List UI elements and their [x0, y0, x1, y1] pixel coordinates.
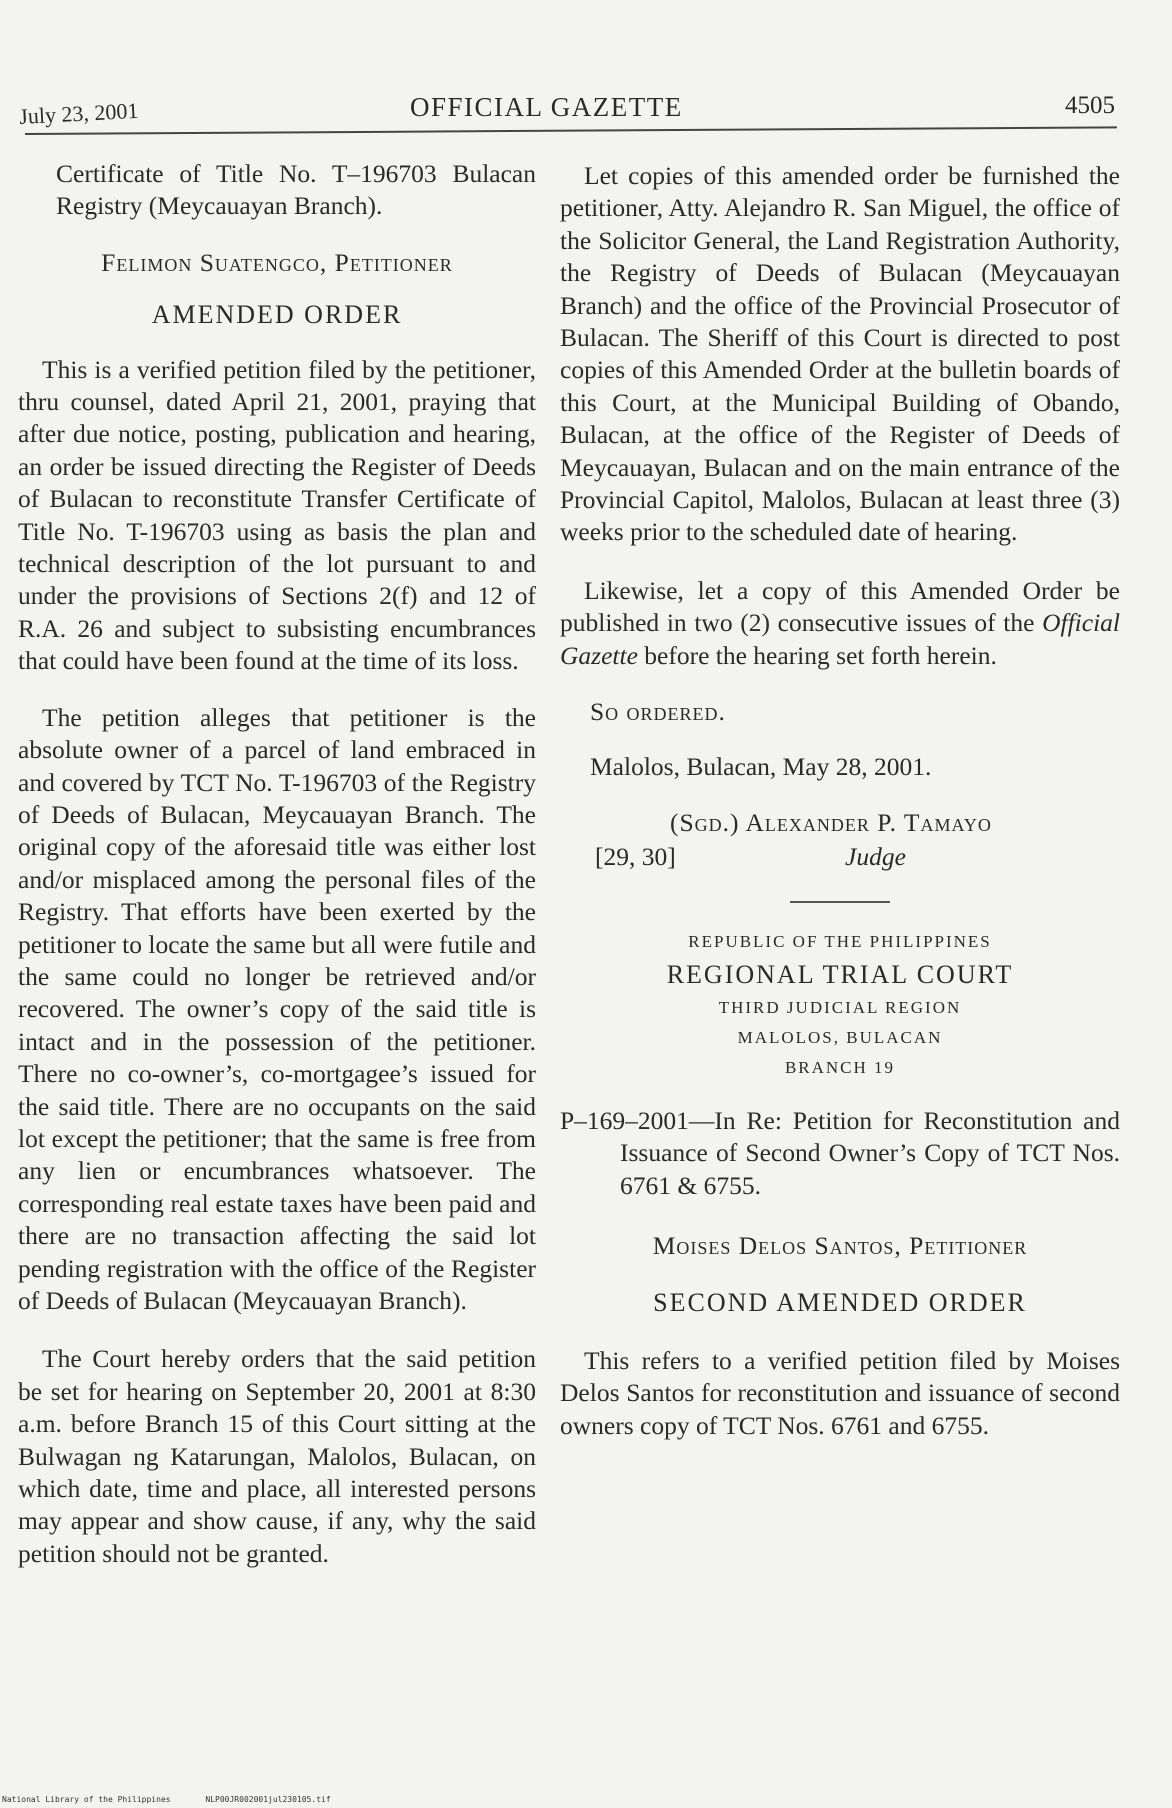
- right-column: [560, 160, 1120, 1442]
- case-caption: P–169–2001—In Re: Petition for Reconstitution and Issuance of Second Owner’s Copy of TCT Nos. 6761 & 6755.: [560, 1105, 1120, 1200]
- paragraph-4: Let copies of this amended order be furnished the petitioner, Atty. Alejandro R. San Miguel, the office of the Solicitor General, the Land Registration Authority, the Registry of Deeds of Bulacan (Meycauayan Branch) and the office of the Provincial Prosecutor of Bulacan. The Sheriff of this Court is directed to post copies of this Amended Order at the bulletin boards of this Court, at the Municipal Building of Obando, Bulacan, at the office of the Register of Deeds of Meycauayan, Bulacan and on the main entrance of the Provincial Capitol, Malolos, Bulacan at least three (3) weeks prior to the scheduled date of hearing.: [560, 161, 1120, 547]
- paragraph-1: This is a verified petition filed by the petitioner, thru counsel, dated April 21, 2001, praying that after due notice, posting, publication and hearing, an order be issued directing the Register of Deeds of Bulacan to reconstitute Transfer Certificate of Title No. T-196703 using as basis the plan and technical description of the lot pursuant to and under the provisions of Sections 2(f) and 12 of R.A. 26 and subject to subsisting encumbrances that could have been found at the time of its loss.: [18, 354, 536, 676]
- paragraph-3: The Court hereby orders that the said petition be set for hearing on September 20, 2001 at 8:30 a.m. before Branch 15 of this Court sitting at the Bulwagan ng Katarungan, Malolos, Bulacan, on which date, time and place, all interested persons may appear and show cause, if any, why the said petition should not be granted.: [18, 1344, 536, 1568]
- court-place: MALOLOS, BULACAN: [737, 1027, 943, 1047]
- paragraph-5-text-b: before the hearing set forth herein.: [637, 640, 997, 670]
- court-republic: REPUBLIC OF THE PHILIPPINES: [688, 931, 992, 951]
- paragraph-5: [560, 575, 1120, 672]
- library-credit: National Library of the Philippines: [2, 1795, 171, 1804]
- scan-footer: [2, 1795, 361, 1804]
- court-region: THIRD JUDICIAL REGION: [718, 997, 962, 1017]
- signature-block: [560, 807, 1120, 875]
- issue-date: July 23, 2001: [18, 97, 139, 130]
- scan-filename: NLP00JR002001jul230105.tif: [205, 1795, 331, 1804]
- judge-title: Judge: [845, 841, 906, 871]
- section-divider: [790, 901, 890, 903]
- paragraph-2: The petition alleges that petitioner is the absolute owner of a parcel of land embraced in and covered by TCT No. T-196703 of the Registry of Deeds of Bulacan, Meycauayan Branch. The original copy of the aforesaid title was either lost and/or misplaced among the personal files of the Registry. That efforts have been exerted by the petitioner to locate the same but all were futile and the same could no longer be retrieved and/or recovered. The owner’s copy of the said title is intact and in the possession of the petitioner. There no co-owner’s, co-mortgagee’s issued for the said title. There are no occupants on the said lot except the petitioner; that the same is free from any lien or encumbrances whatsoever. The corresponding real estate taxes have been paid and there are no transaction affecting the said lot pending registration with the office of the Register of Deeds of Bulacan (Meycauayan Branch).: [18, 702, 536, 1315]
- gazette-name: Official Gazette: [560, 608, 1120, 670]
- page-number: 4505: [1065, 92, 1115, 119]
- order-title-2: SECOND AMENDED ORDER: [653, 1287, 1027, 1317]
- issue-reference: [29, 30]: [595, 841, 676, 871]
- so-ordered: So ordered.: [590, 697, 726, 727]
- signature-name: (Sgd.) Alexander P. Tamayo: [670, 807, 992, 837]
- petitioner-line-2: Moises Delos Santos, Petitioner: [652, 1231, 1028, 1261]
- court-branch: BRANCH 19: [784, 1057, 896, 1077]
- court-name: REGIONAL TRIAL COURT: [666, 959, 1014, 989]
- publication-title: OFFICIAL GAZETTE: [410, 92, 683, 122]
- petitioner-line: Felimon Suatengco, Petitioner: [101, 247, 453, 277]
- left-column: [18, 158, 536, 1570]
- page-header: [20, 92, 1115, 132]
- place-date: Malolos, Bulacan, May 28, 2001.: [590, 751, 932, 781]
- certificate-line: Certificate of Title No. T–196703 Bulacan Registry (Meycauayan Branch).: [56, 159, 536, 221]
- order-title: AMENDED ORDER: [151, 300, 403, 330]
- paragraph-6: This refers to a verified petition filed by Moises Delos Santos for reconstitution and issuance of second owners copy of TCT Nos. 6761 and 6755.: [560, 1345, 1120, 1440]
- paragraph-5-text-a: Likewise, let a copy of this Amended Order be published in two (2) consecutive issues of the: [560, 575, 1120, 638]
